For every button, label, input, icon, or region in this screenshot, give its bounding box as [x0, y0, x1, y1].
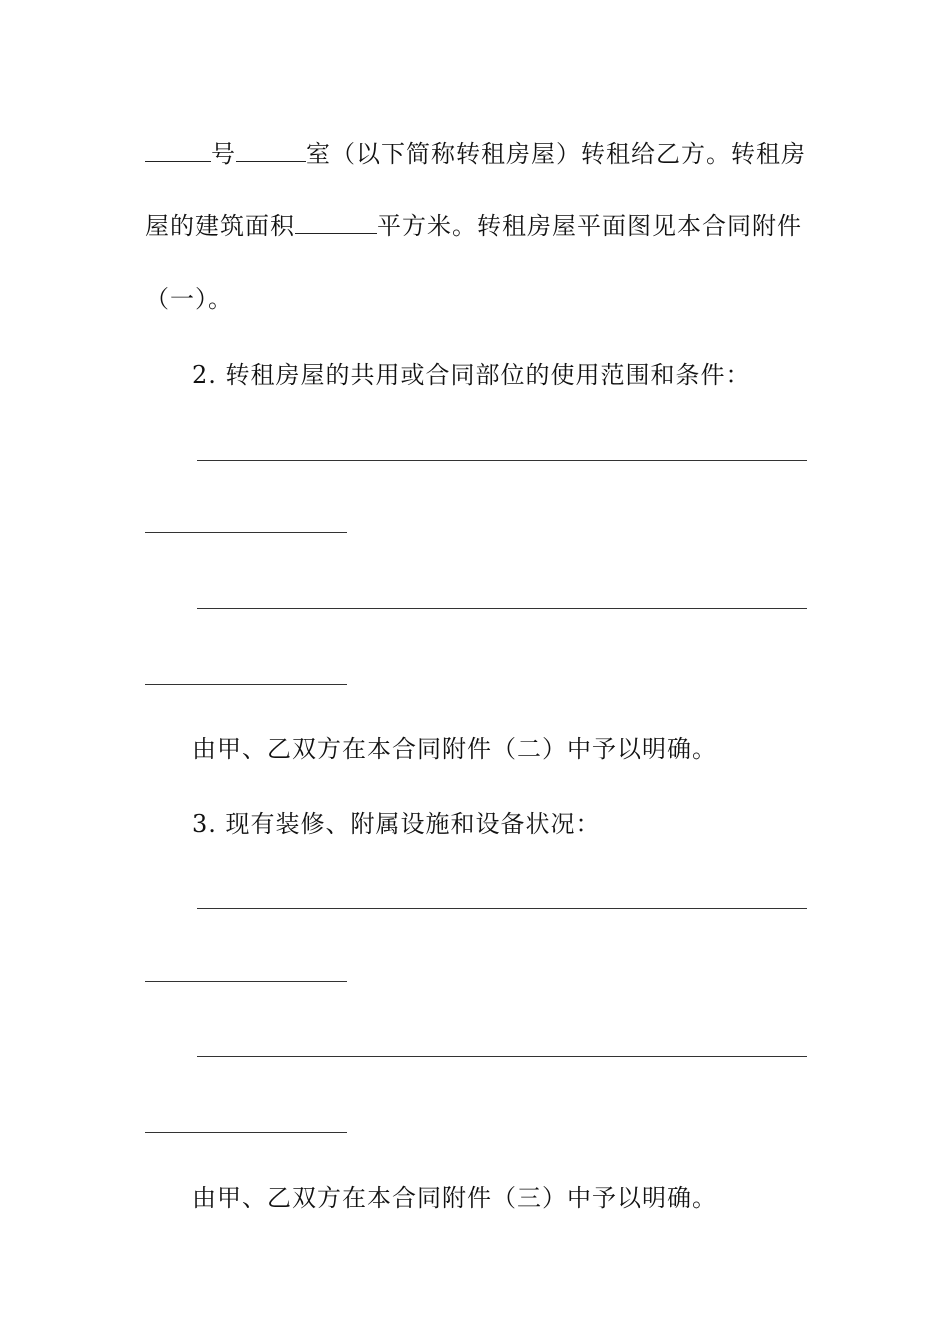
fill-blank — [145, 139, 211, 162]
paragraph-line-3: （一）。 — [145, 285, 233, 313]
fill-blank — [295, 211, 377, 234]
fill-line — [145, 532, 347, 533]
fill-line — [197, 460, 807, 461]
fill-line — [145, 1132, 347, 1133]
fill-line — [145, 981, 347, 982]
text-segment: 屋的建筑面积 — [145, 212, 295, 240]
fill-line — [197, 908, 807, 909]
fill-line — [197, 1056, 807, 1057]
item-2-heading: 2. 转租房屋的共用或合同部位的使用范围和条件： — [192, 361, 751, 389]
fill-line — [197, 608, 807, 609]
fill-blank — [236, 139, 306, 162]
paragraph-line-2 — [145, 210, 802, 242]
item-2-conclusion: 由甲、乙双方在本合同附件（二）中予以明确。 — [192, 735, 717, 763]
text-segment: 平方米。转租房屋平面图见本合同附件 — [377, 212, 802, 240]
item-3-conclusion: 由甲、乙双方在本合同附件（三）中予以明确。 — [192, 1184, 717, 1212]
item-3-heading: 3. 现有装修、附属设施和设备状况： — [192, 810, 601, 838]
fill-line — [145, 684, 347, 685]
text-segment: 室（以下简称转租房屋）转租给乙方。转租房 — [306, 140, 806, 168]
paragraph-line-1 — [145, 138, 806, 170]
text-segment: 号 — [211, 140, 236, 168]
